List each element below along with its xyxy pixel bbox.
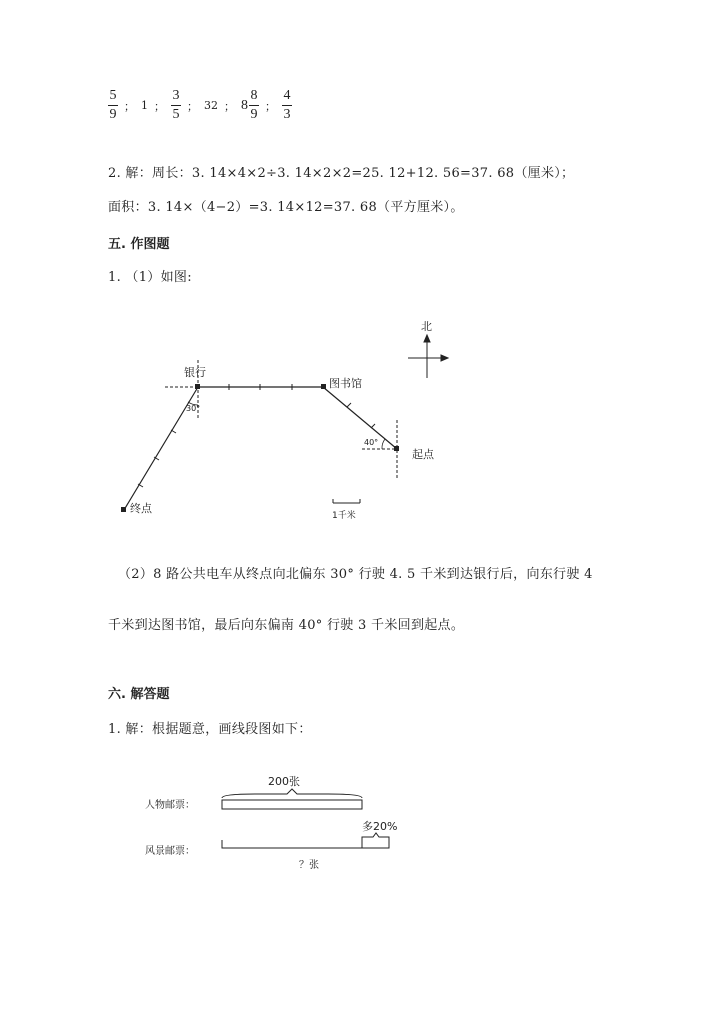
start-axes [362, 420, 397, 478]
route-path [124, 387, 397, 510]
route-points [121, 384, 399, 512]
section5-q1-part2-line1: （2）8 路公共电车从终点向北偏东 30° 行驶 4. 5 千米到达银行后，向东行驶 4 [118, 567, 593, 582]
row1-bar [222, 800, 362, 809]
library-label: 图书馆 [329, 377, 362, 390]
separator: ； [187, 99, 198, 113]
angle-start-label: 40° [364, 438, 379, 447]
fraction-1-numerator: 5 [109, 88, 117, 103]
route-ticks [138, 384, 375, 487]
row1-label: 人物邮票： [145, 800, 195, 811]
separator: ； [265, 99, 276, 113]
separator: ； [124, 99, 135, 113]
compass-icon [408, 335, 448, 378]
section5-title: 五. 作图题 [108, 237, 170, 252]
fraction-5-numerator: 8 [250, 88, 258, 103]
row2-extra: 多20% [362, 820, 398, 833]
separator: ； [224, 99, 235, 113]
scale-label: 1千米 [332, 511, 356, 521]
section6-title: 六. 解答题 [108, 687, 170, 702]
row2-label: 风景邮票： [145, 846, 195, 857]
bank-label: 银行 [184, 366, 206, 379]
section6-q1-label: 1. 解：根据题意，画线段图如下： [108, 722, 312, 737]
separator: ； [154, 99, 165, 113]
row1-brace [222, 789, 362, 798]
fraction-6-denominator: 3 [283, 107, 291, 122]
q2-perimeter-line: 2. 解：周长：3. 14×4×2÷3. 14×2×2=25. 12+12. 56=37. 68（厘米）； [108, 166, 575, 181]
mixed-number-whole: 8 [241, 97, 248, 113]
row2-extra-brace [362, 833, 389, 840]
angle-bank-label: 30° [186, 404, 201, 413]
row1-value: 200张 [268, 775, 300, 788]
fraction-1-denominator: 9 [109, 107, 117, 122]
fraction-6-numerator: 4 [283, 88, 291, 103]
q2-area-line: 面积：3. 14×（4−2）=3. 14×12=37. 68（平方厘米）。 [108, 200, 464, 215]
row2-unknown: ？张 [299, 860, 319, 871]
fraction-3-numerator: 3 [172, 88, 180, 103]
answer-4: 32 [204, 99, 218, 112]
row2-bar [222, 840, 389, 848]
segment-diagram [0, 760, 720, 880]
start-label: 起点 [412, 448, 434, 461]
section5-q1-label: 1. （1）如图: [108, 270, 192, 285]
section5-q1-part2-line2: 千米到达图书馆，最后向东偏南 40° 行驶 3 千米回到起点。 [108, 618, 465, 633]
fraction-3-denominator: 5 [172, 107, 180, 122]
answer-2: 1 [141, 99, 148, 112]
scale-bar [333, 499, 360, 503]
north-label: 北 [421, 320, 432, 333]
fraction-5-denominator: 9 [250, 107, 258, 122]
end-label: 终点 [130, 502, 152, 515]
